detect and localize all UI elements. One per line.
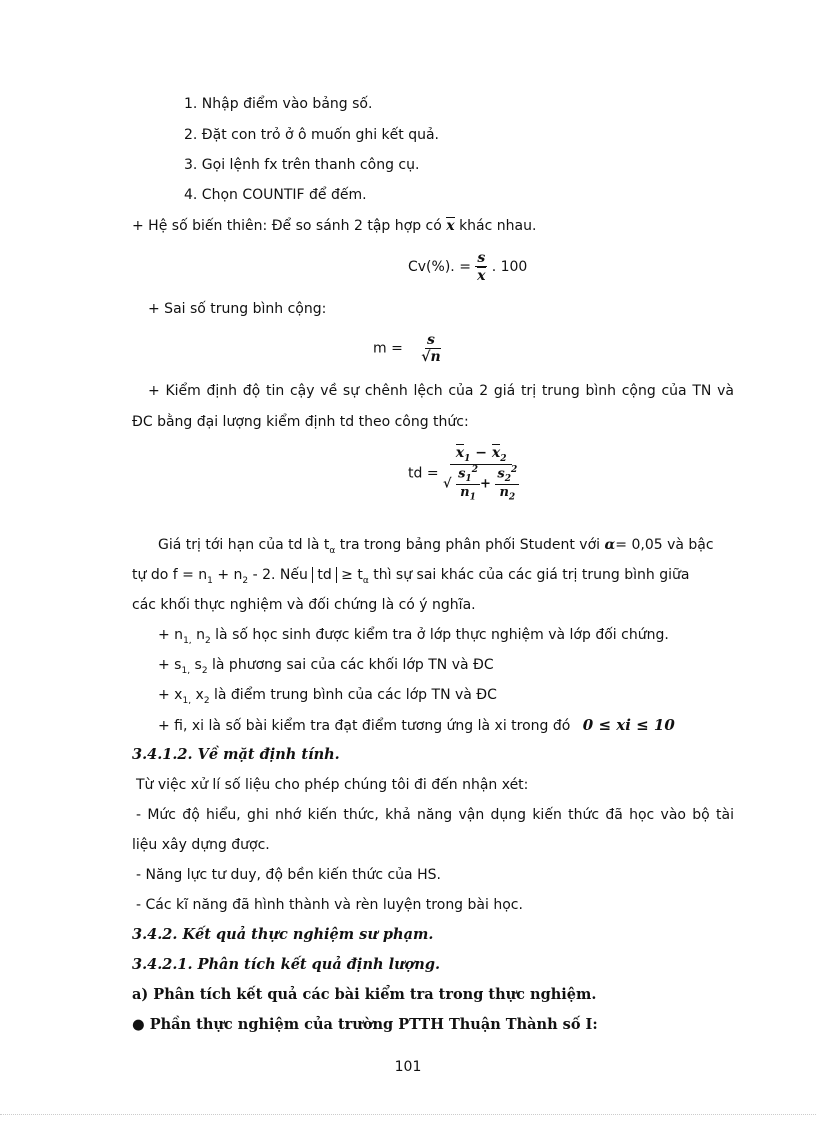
crit-line3: các khối thực nghiệm và đối chứng là có ý nghĩa. (132, 597, 476, 613)
def-f: + fi, xi là số bài kiểm tra đạt điểm tương ứng là xi trong đó 0 ≤ xi ≤ 10 (158, 716, 675, 734)
step-3: 3. Gọi lệnh fx trên thanh công cụ. (184, 157, 420, 173)
td-fraction (443, 445, 519, 502)
qual-bullet-2: - Năng lực tư duy, độ bền kiến thức của HS. (136, 867, 441, 883)
qual-intro: Từ việc xử lí số liệu cho phép chúng tôi đi đến nhận xét: (136, 777, 529, 793)
td-absolute: td (312, 567, 336, 583)
cv-fraction (475, 250, 487, 284)
qual-bullet-1b: liệu xây dựng được. (132, 837, 270, 853)
qual-bullet-1a: - Mức độ hiểu, ghi nhớ kiến thức, khả năng vận dụng kiến thức đã học vào bộ tài (136, 807, 734, 823)
heading-quantitative: 3.4.2.1. Phân tích kết quả định lượng. (132, 956, 441, 973)
heading-test-analysis: a) Phân tích kết quả các bài kiểm tra trong thực nghiệm. (132, 986, 597, 1003)
heading-qualitative: 3.4.1.2. Về mặt định tính. (132, 746, 340, 763)
cv-tail: . 100 (491, 259, 528, 275)
m-intro: + Sai số trung bình cộng: (148, 301, 327, 317)
cv-numerator: s (477, 250, 486, 266)
xbar-symbol: x (446, 218, 455, 234)
qual-bullet-3: - Các kĩ năng đã hình thành và rèn luyện trong bài học. (136, 897, 523, 913)
def-s: + $s_{1,}$ $s_2$ là phương sai của các khối lớp TN và ĐC (158, 657, 494, 676)
crit-line2: tự do $f = n_1 + n_2 - 2$. Nếu td ≥ $t_\alpha$ thì sự sai khác của các giá trị trung bình giữa (132, 567, 690, 586)
m-formula (373, 332, 441, 365)
def-x: + $x_{1,}$ $x_2$ là điểm trung bình của các lớp TN và ĐC (158, 687, 497, 706)
m-fraction (421, 332, 440, 365)
page-divider (0, 1114, 816, 1115)
m-denominator: √n (421, 349, 441, 365)
m-label: m = (373, 340, 403, 357)
step-1: 1. Nhập điểm vào bảng số. (184, 96, 373, 112)
cv-intro (132, 217, 536, 235)
td-numerator: $x_1 - x_2$ (450, 445, 513, 465)
def-n: + $n_{1,}$ $n_2$ là số học sinh được kiểm tra ở lớp thực nghiệm và lớp đối chứng. (158, 627, 669, 646)
cv-intro-tail: khác nhau. (459, 218, 537, 234)
cv-formula (408, 250, 527, 284)
td-formula (408, 445, 519, 502)
cv-intro-text: + Hệ số biến thiên: Để so sánh 2 tập hợp có (132, 218, 442, 234)
cv-label: Cv(%). = (408, 259, 471, 275)
alpha-symbol: α (604, 537, 616, 553)
td-label: td = (408, 465, 439, 482)
td-paragraph-line1: + Kiểm định độ tin cậy về sự chênh lệch của 2 giá trị trung bình cộng của TN và (148, 383, 734, 399)
step-4: 4. Chọn COUNTIF để đếm. (184, 187, 367, 203)
td-paragraph-line2: ĐC bằng đại lượng kiểm định td theo công thức: (132, 414, 469, 430)
heading-school: ● Phần thực nghiệm của trường PTTH Thuận Thành số I: (132, 1016, 598, 1033)
crit-line1: Giá trị tới hạn của td là $t_\alpha$ tra trong bảng phân phối Student với α= 0,05 và bậc (158, 537, 714, 556)
page-number: 101 (394, 1059, 422, 1075)
range-inequality: 0 ≤ xi ≤ 10 (582, 716, 675, 734)
cv-denominator: x (477, 268, 486, 284)
td-denominator: √ $\frac{s_1^2}{n_1}$ + $\frac{s_2^2}{n_2}$ (443, 464, 518, 503)
step-2: 2. Đặt con trỏ ở ô muốn ghi kết quả. (184, 127, 440, 143)
heading-results: 3.4.2. Kết quả thực nghiệm sư phạm. (132, 926, 434, 943)
m-numerator: s (427, 332, 435, 348)
